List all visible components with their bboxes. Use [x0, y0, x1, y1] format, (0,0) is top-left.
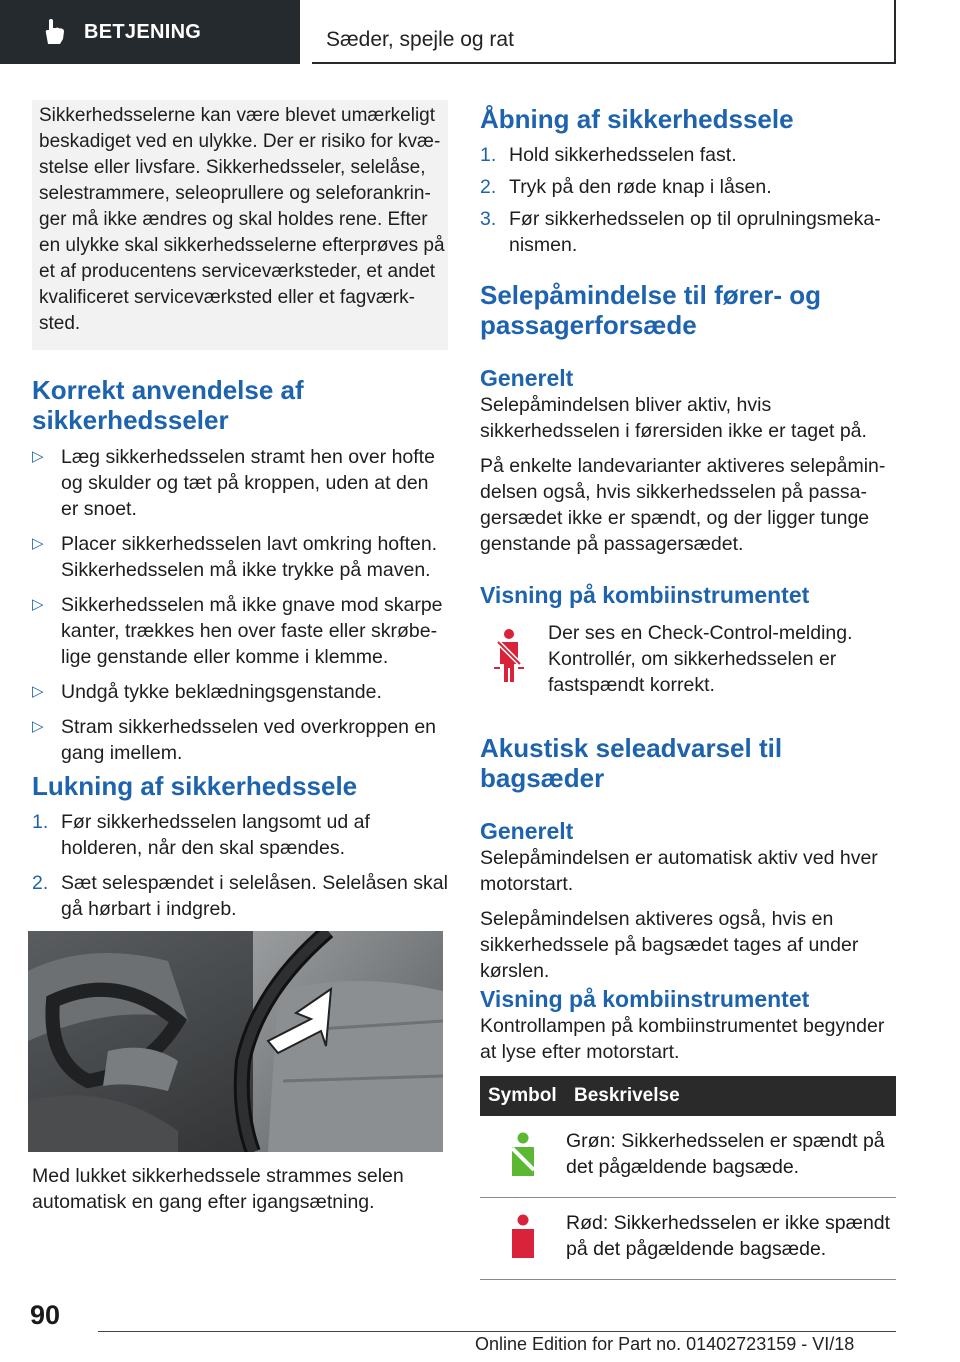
- col-description: Beskrivelse: [566, 1076, 896, 1116]
- warning-box: [32, 100, 448, 350]
- seatbelt-red-icon: [508, 1214, 538, 1264]
- list-item: ▷ Læg sikkerhedsselen stramt hen over hofte og skulder og tæt på kroppen, uden at den er snoet.: [32, 446, 435, 520]
- seatbelt-warning-icon: [494, 628, 524, 684]
- step-item: 1. Før sikkerhedsselen langsomt ud af holderen, når den skal spændes.: [32, 811, 370, 859]
- chapter-title-box: [312, 0, 896, 64]
- footer-divider: [98, 1331, 896, 1332]
- step-item: 2. Sæt selespændet i selelåsen. Selelåsen skal gå hørbart i indgreb.: [32, 872, 448, 920]
- correct-use-heading: Korrekt anvendelse af sikkerhedsseler: [32, 375, 304, 435]
- footer-edition: Online Edition for Part no. 01402723159 - VI/18: [475, 1334, 855, 1354]
- display-1: [480, 581, 896, 609]
- step-item: 1. Hold sikkerhedsselen fast.: [480, 144, 737, 166]
- reminder-section: [480, 280, 896, 340]
- opening-heading: Åbning af sikkerhedssele: [480, 104, 794, 134]
- reminder-heading: Selepåmindelse til fører- og passagerforsæde: [480, 280, 821, 340]
- section-label: BETJENING: [84, 20, 202, 43]
- section-tab: [0, 0, 300, 64]
- acoustic-section: [480, 733, 896, 793]
- closing-heading: Lukning af sikkerhedssele: [32, 771, 358, 801]
- opening-steps: [480, 142, 896, 258]
- display-1-text: Der ses en Check-Control-melding. Kontrollér, om sikkerhedsselen er fastspændt korrekt.: [548, 622, 853, 696]
- list-item: ▷ Stram sikkerhedsselen ved overkroppen en gang imellem.: [32, 716, 437, 764]
- list-item: ▷ Sikkerhedsselen må ikke gnave mod skarpe kanter, trækkes hen over faste eller skrøbelige genstande eller komme i klemme.: [32, 594, 443, 668]
- chapter-title: Sæder, spejle og rat: [326, 28, 514, 51]
- general-2-heading: Generelt: [480, 818, 574, 844]
- general-1-p2: På enkelte landevarianter aktiveres selepåmindelsen også, hvis sikkerhedsselen på passagersædet ikke er spændt, og der ligger tunge genstande på passagersædet.: [480, 455, 886, 555]
- step-item: 3. Før sikkerhedsselen op til oprulningsmekanismen.: [480, 208, 881, 256]
- table-header-row: [480, 1076, 896, 1116]
- seatbelt-photo: [28, 931, 443, 1152]
- general-1-heading: Generelt: [480, 365, 574, 391]
- list-item: ▷ Placer sikkerhedsselen lavt omkring hoften. Sikkerhedsselen må ikke trykke på maven.: [32, 533, 438, 581]
- description-cell: Rød: Sikkerhedsselen er ikke spændt på det pågældende bagsæde.: [566, 1198, 896, 1280]
- opening-section: [480, 104, 896, 267]
- photo-caption: Med lukket sikkerhedssele strammes selen automatisk en gang efter igangsætning.: [32, 1165, 404, 1213]
- display-2-text: Kontrollampen på kombiinstrumentet begynder at lyse efter motorstart.: [480, 1015, 885, 1063]
- step-item: 2. Tryk på den røde knap i låsen.: [480, 176, 772, 198]
- triangle-bullet-icon: ▷: [32, 718, 44, 735]
- seatbelt-illustration: [28, 931, 443, 1152]
- warning-text: Sikkerhedsselerne kan være blevet umærkeligt beskadiget ved en ulykke. Der er risiko for kvæstelse eller livsfare. Sikkerhedsseler, selelåse, selestrammere, seleoprullere og seleforankringer må ikke ændres og skal holdes rene. Efter en ulykke skal sikkerhedsselerne efterprøves på et af producentens serviceværksteder, et andet kvalificeret serviceværksted eller et fagværksted.: [39, 105, 445, 334]
- triangle-bullet-icon: ▷: [32, 535, 44, 552]
- display-2: [480, 985, 896, 1065]
- symbol-cell: [480, 1198, 566, 1280]
- display-1-heading: Visning på kombiinstrumentet: [480, 582, 810, 608]
- symbol-cell: [480, 1116, 566, 1198]
- correct-use-section: [32, 375, 448, 775]
- symbol-table: [480, 1076, 896, 1280]
- general-1: [480, 364, 896, 557]
- photo-caption-block: [32, 1163, 448, 1215]
- acoustic-heading: Akustisk seleadvarsel til bagsæder: [480, 733, 783, 793]
- general-1-p1: Selepåmindelsen bliver aktiv, hvis sikkerhedsselen i førersiden ikke er taget på.: [480, 394, 867, 442]
- closing-steps: [32, 809, 448, 922]
- table-row: [480, 1116, 896, 1198]
- triangle-bullet-icon: ▷: [32, 596, 44, 613]
- display-2-heading: Visning på kombiinstrumentet: [480, 986, 810, 1012]
- seatbelt-green-icon: [508, 1132, 538, 1182]
- general-2-p2: Selepåmindelsen aktiveres også, hvis en sikkerhedssele på bagsædet tages af under kørslen.: [480, 908, 859, 982]
- general-2: [480, 817, 896, 984]
- col-symbol: Symbol: [480, 1076, 566, 1116]
- general-2-p1: Selepåmindelsen er automatisk aktiv ved hver motorstart.: [480, 847, 878, 895]
- list-item: ▷ Undgå tykke beklædningsgenstande.: [32, 681, 382, 703]
- correct-use-list: [32, 444, 448, 766]
- triangle-bullet-icon: ▷: [32, 683, 44, 700]
- triangle-bullet-icon: ▷: [32, 448, 44, 465]
- table-row: [480, 1198, 896, 1280]
- hand-pointer-icon: [38, 16, 70, 48]
- closing-section: [32, 771, 448, 931]
- description-cell: Grøn: Sikkerhedsselen er spændt på det pågældende bagsæde.: [566, 1116, 896, 1198]
- page-number: 90: [30, 1300, 61, 1330]
